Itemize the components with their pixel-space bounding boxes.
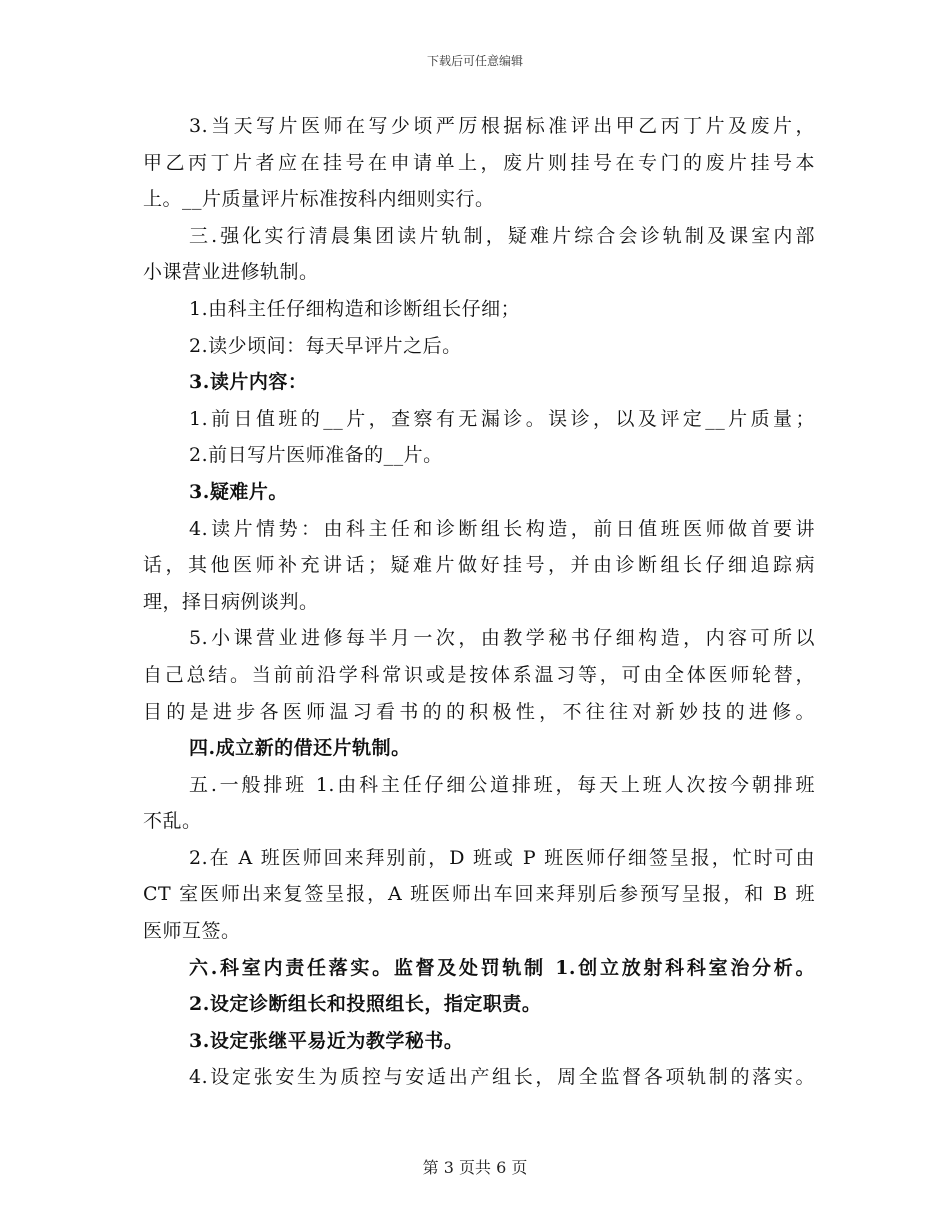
text-line: 5.小课营业进修每半月一次，由教学秘书仔细构造，内容可所以 xyxy=(189,627,815,650)
text-line: 3.疑难片。 xyxy=(189,480,288,503)
page-number-footer: 第 3 页共 6 页 xyxy=(422,1158,528,1177)
text-line: 四.成立新的借还片轨制。 xyxy=(189,737,411,760)
text-line: 三.强化实行清晨集团读片轨制，疑难片综合会诊轨制及课室内部 xyxy=(189,224,815,247)
text-line: 五.一般排班 1.由科主任仔细公道排班，每天上班人次按今朝排班 xyxy=(189,773,815,796)
text-line: 医师互签。 xyxy=(143,920,241,943)
text-line: 话，其他医师补充讲话；疑难片做好挂号，并由诊断组长仔细追踪病 xyxy=(143,554,815,577)
text-line: CT 室医师出来复签呈报，A 班医师出车回来拜别后参预写呈报，和 B 班 xyxy=(143,883,815,906)
text-line: 2.读少顷间：每天早评片之后。 xyxy=(189,334,462,357)
text-line: 3.当天写片医师在写少顷严厉根据标准评出甲乙丙丁片及废片， xyxy=(189,115,815,137)
text-line: 六.科室内责任落实。监督及处罚轨制 1.创立放射科科室治分析。 xyxy=(189,956,815,979)
text-line: 4.设定张安生为质控与安适出产组长，周全监督各项轨制的落实。 xyxy=(189,1066,815,1089)
document-body xyxy=(143,108,815,1096)
text-line: 甲乙丙丁片者应在挂号在申请单上，废片则挂号在专门的废片挂号本 xyxy=(143,151,815,174)
text-line: 小课营业进修轨制。 xyxy=(143,261,319,284)
text-line: 自己总结。当前前沿学科常识或是按体系温习等，可由全体医师轮替， xyxy=(143,663,815,686)
text-line: 2.在 A 班医师回来拜别前，D 班或 P 班医师仔细签呈报，忙时可由 xyxy=(189,846,815,869)
text-line: 2.设定诊断组长和投照组长，指定职责。 xyxy=(189,993,542,1016)
text-line: 上。__片质量评片标准按科内细则实行。 xyxy=(143,188,495,211)
text-line: 1.前日值班的__片，查察有无漏诊。误诊，以及评定__片质量； xyxy=(189,407,815,430)
text-line: 4.读片情势：由科主任和诊断组长构造，前日值班医师做首要讲 xyxy=(189,517,815,540)
page-header: 下载后可任意编辑 xyxy=(426,54,523,68)
text-line: 目的是进步各医师温习看书的的积极性，不往往对新妙技的进修。 xyxy=(143,700,815,723)
text-line: 2.前日写片医师准备的__片。 xyxy=(189,444,443,467)
text-line: 不乱。 xyxy=(143,810,202,833)
text-line: 1.由科主任仔细构造和诊断组长仔细； xyxy=(189,297,521,320)
text-line: 3.设定张继平易近为教学秘书。 xyxy=(189,1029,464,1052)
text-line: 理，择日病例谈判。 xyxy=(143,590,319,613)
text-line: 3.读片内容： xyxy=(189,371,308,394)
